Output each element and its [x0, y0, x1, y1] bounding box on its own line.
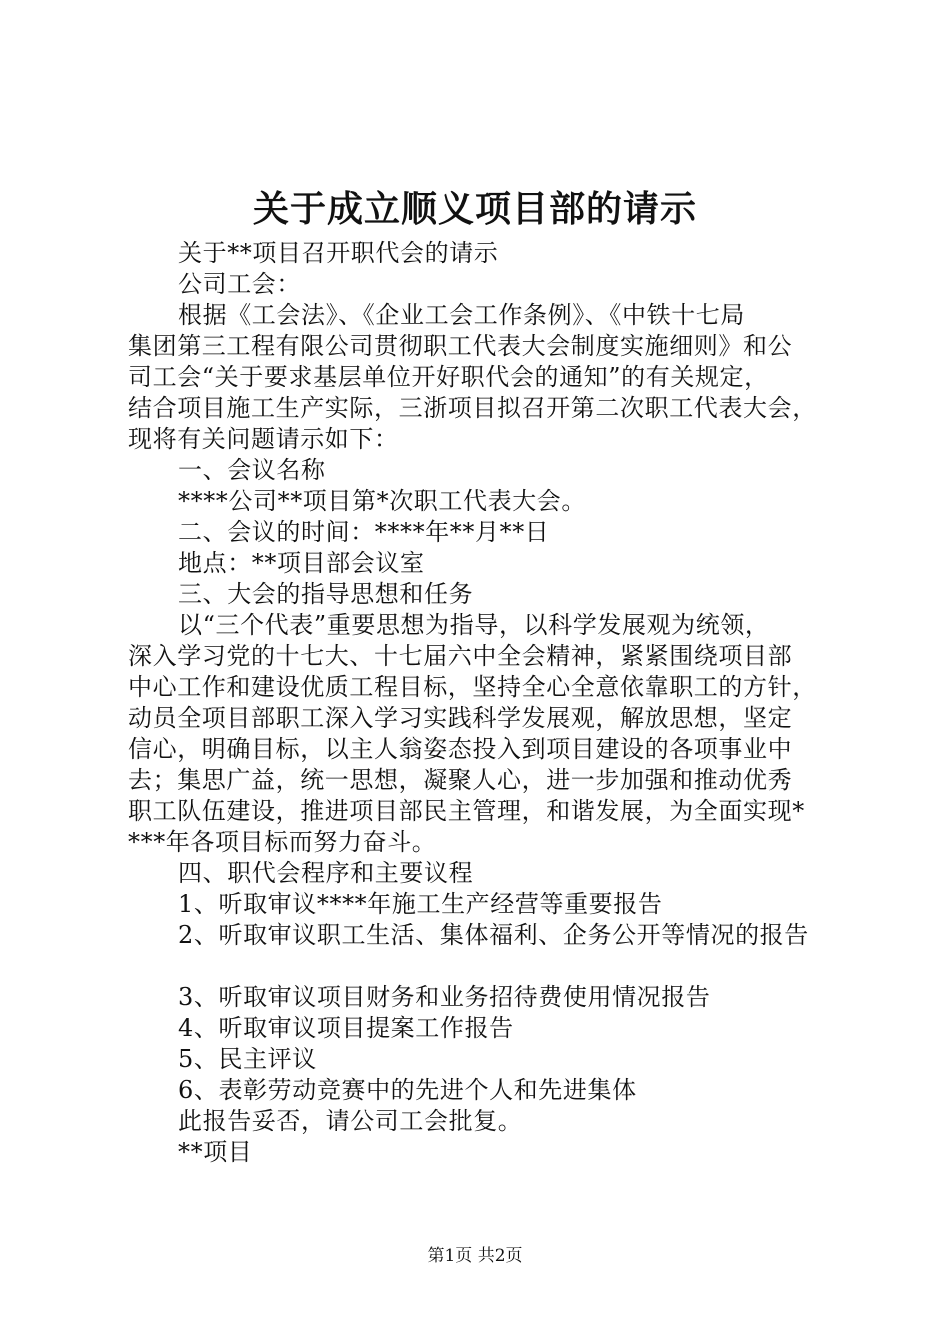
- paragraph-line: 结合项目施工生产实际，三浙项目拟召开第二次职工代表大会，: [128, 394, 817, 422]
- paragraph-line: 根据《工会法》、《企业工会工作条例》、《中铁十七局: [178, 301, 745, 329]
- paragraph-line: 职工队伍建设，推进项目部民主管理，和谐发展，为全面实现*: [128, 797, 805, 825]
- document-title: 关于成立顺义项目部的请示: [252, 188, 697, 230]
- paragraph-line: 现将有关问题请示如下：: [128, 425, 399, 453]
- page-footer: 第1页 共2页: [427, 1246, 523, 1266]
- agenda-item: 5、民主评议: [178, 1045, 317, 1073]
- paragraph-line: 中心工作和建设优质工程目标，坚持全心全意依靠职工的方针，: [128, 673, 817, 701]
- section-heading: 一、会议名称: [178, 456, 326, 484]
- paragraph-line: 集团第三工程有限公司贯彻职工代表大会制度实施细则》和公: [128, 332, 793, 360]
- agenda-item: 4、听取审议项目提案工作报告: [178, 1014, 514, 1042]
- paragraph-line: 地点：**项目部会议室: [178, 549, 425, 577]
- agenda-item: 2、听取审议职工生活、集体福利、企务公开等情况的报告: [178, 921, 809, 949]
- closing-request: 此报告妥否，请公司工会批复。: [178, 1107, 523, 1135]
- paragraph-line: 司工会“关于要求基层单位开好职代会的通知”的有关规定，: [128, 363, 769, 391]
- paragraph-line: ***年各项目标而努力奋斗。: [128, 828, 437, 856]
- signature: **项目: [178, 1138, 253, 1166]
- paragraph-line: ****公司**项目第*次职工代表大会。: [178, 487, 586, 515]
- paragraph-line: 动员全项目部职工深入学习实践科学发展观，解放思想，坚定: [128, 704, 793, 732]
- paragraph-line: 去；集思广益，统一思想，凝聚人心，进一步加强和推动优秀: [128, 766, 793, 794]
- paragraph-line: 深入学习党的十七大、十七届六中全会精神，紧紧围绕项目部: [128, 642, 793, 670]
- section-heading: 四、职代会程序和主要议程: [178, 859, 474, 887]
- paragraph-line: 以“三个代表”重要思想为指导，以科学发展观为统领，: [178, 611, 770, 639]
- addressee: 公司工会：: [178, 270, 301, 298]
- subject-line: 关于**项目召开职代会的请示: [178, 239, 499, 267]
- agenda-item: 3、听取审议项目财务和业务招待费使用情况报告: [178, 983, 711, 1011]
- paragraph-line: 信心，明确目标，以主人翁姿态投入到项目建设的各项事业中: [128, 735, 793, 763]
- section-heading: 二、会议的时间：****年**月**日: [178, 518, 550, 546]
- agenda-item: 6、表彰劳动竞赛中的先进个人和先进集体: [178, 1076, 637, 1104]
- section-heading: 三、大会的指导思想和任务: [178, 580, 474, 608]
- agenda-item: 1、听取审议****年施工生产经营等重要报告: [178, 890, 663, 918]
